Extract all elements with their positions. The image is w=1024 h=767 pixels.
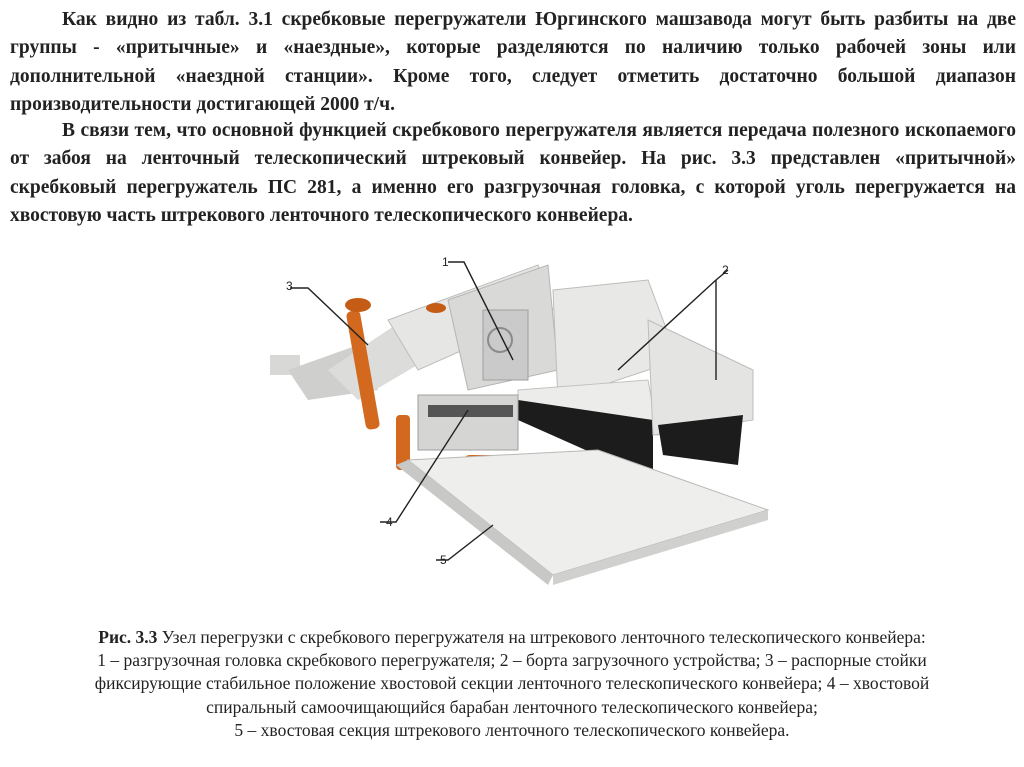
body-paragraph-2: В связи тем, что основной функцией скребкового перегружателя является передача полезного ископаемого от забоя на ленточный телескопический штрековый конвейер. На рис. 3.3 представлен «притычной» скребковый перегружатель ПС 281, а именно его разгрузочная головка, с которой уголь перегружается на хвостовую часть штрекового ленточного телескопического конвейера. — [10, 120, 1016, 227]
conveyor-body — [270, 265, 558, 400]
body-paragraph-1: Как видно из табл. 3.1 скребковые перегружатели Юргинского машзавода могут быть разбиты на две группы - «притычные» и «наездные», которые разделяются по наличию только рабочей зоны или дополнительной «наездной станции». Кроме того, следует отметить достаточно большой диапазон производительности достигающей 2000 т/ч. — [10, 9, 1016, 116]
callout-1: 1 — [442, 255, 449, 269]
tail-section — [396, 450, 768, 585]
callout-2: 2 — [722, 263, 729, 277]
caption-line-3: спиральный самоочищающийся барабан ленточного телескопического конвейера; — [206, 696, 818, 717]
conveyor-figure — [268, 250, 780, 585]
caption-line-2: фиксирующие стабильное положение хвостовой секции ленточного телескопического конвейера; 4 – хвостовой — [94, 673, 930, 694]
caption-line-1: 1 – разгрузочная головка скребкового перегружателя; 2 – борта загрузочного устройства; 3 – распорные стойки — [97, 650, 927, 671]
conveyor-illustration — [268, 250, 780, 585]
figure-caption — [20, 626, 1004, 742]
caption-line-4: 5 – хвостовая секция штрекового ленточного телескопического конвейера. — [234, 719, 790, 740]
caption-label: Рис. 3.3 — [98, 627, 158, 647]
callout-5: 5 — [440, 553, 447, 567]
callout-3: 3 — [286, 279, 293, 293]
caption-title-line — [20, 626, 1004, 649]
callout-4: 4 — [386, 515, 393, 529]
caption-title: Узел перегрузки с скребкового перегружателя на штрекового ленточного телескопического конвейера: — [157, 627, 926, 647]
